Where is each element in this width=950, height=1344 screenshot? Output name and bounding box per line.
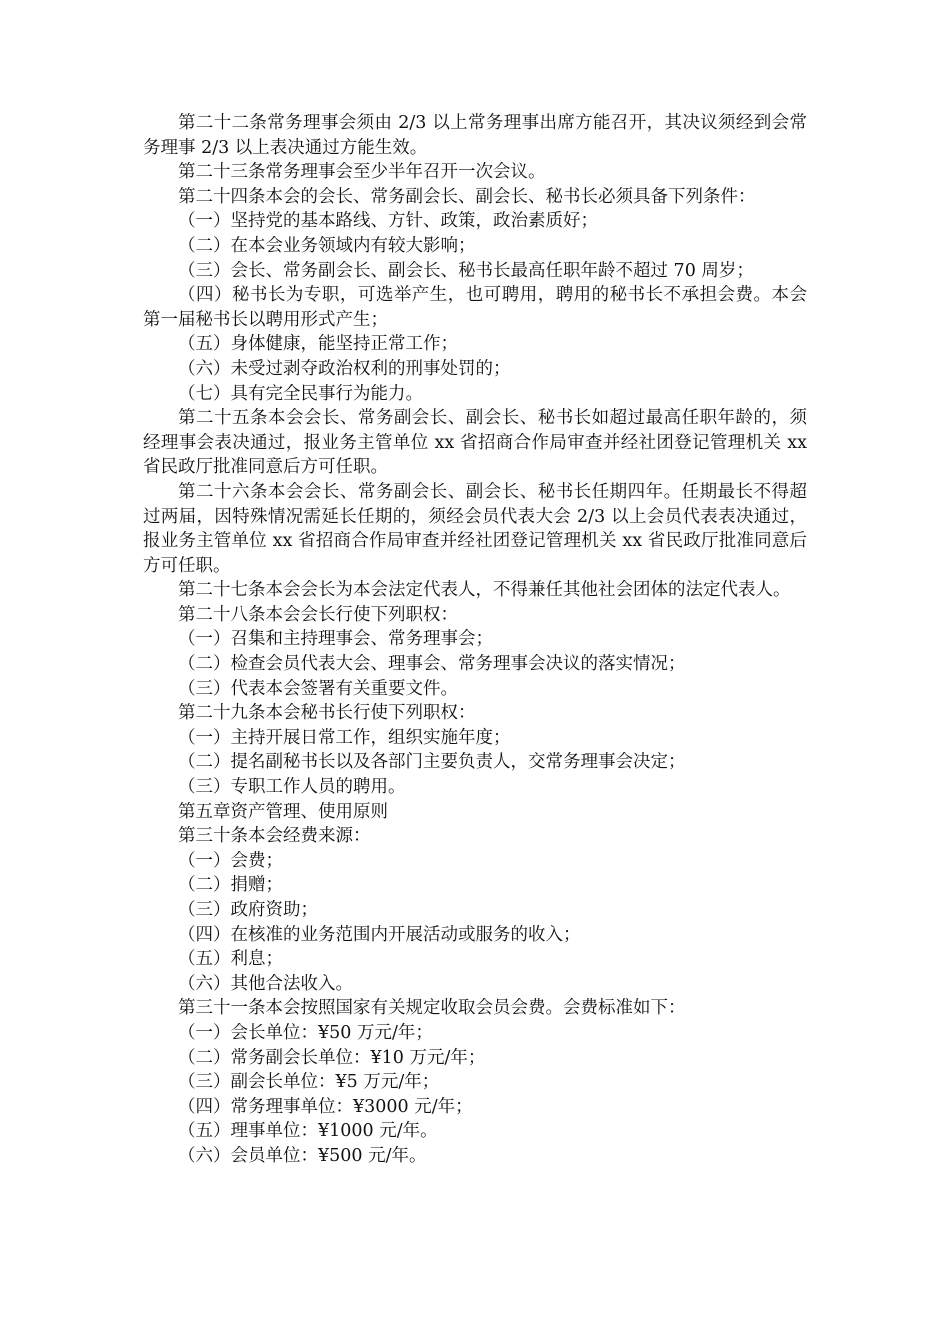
article-29-item-2: （二）提名副秘书长以及各部门主要负责人，交常务理事会决定； xyxy=(178,752,686,773)
article-30-item-3: （三）政府资助； xyxy=(178,900,318,920)
article-28-item-1: （一）召集和主持理事会、常务理事会； xyxy=(178,629,493,650)
article-24-item-1: （一）坚持党的基本路线、方针、政策，政治素质好； xyxy=(178,211,598,232)
article-24-item-6: （六）未受过剥夺政治权利的刑事处罚的； xyxy=(178,358,511,379)
article-30-item-1: （一）会费； xyxy=(178,850,283,871)
article-24-item-4: （四）秘书长为专职，可选举产生，也可聘用，聘用的秘书长不承担会费。本会第一届秘书长以聘用形式产生； xyxy=(143,285,807,330)
chapter-5-heading: 第五章资产管理、使用原则 xyxy=(178,801,388,822)
article-31-paragraph: 第三十一条本会按照国家有关规定收取会员会费。会费标准如下： xyxy=(178,998,686,1019)
article-31-item-6: （六）会员单位：¥500 元/年。 xyxy=(178,1145,427,1166)
article-29-paragraph: 第二十九条本会秘书长行使下列职权： xyxy=(178,703,476,724)
article-27-paragraph: 第二十七条本会会长为本会法定代表人，不得兼任其他社会团体的法定代表人。 xyxy=(178,580,791,601)
article-25-paragraph: 第二十五条本会会长、常务副会长、副会长、秘书长如超过最高任职年龄的，须经理事会表决通过，报业务主管单位 xx 省招商合作局审查并经社团登记管理机关 xx 省民政厅批准同意后方可任职。 xyxy=(143,408,807,478)
article-28-item-2: （二）检查会员代表大会、理事会、常务理事会决议的落实情况； xyxy=(178,654,686,675)
article-29-item-3: （三）专职工作人员的聘用。 xyxy=(178,777,406,798)
article-31-item-1: （一）会长单位：¥50 万元/年； xyxy=(178,1022,433,1043)
article-26-paragraph: 第二十六条本会会长、常务副会长、副会长、秘书长任期四年。任期最长不得超过两届，因特殊情况需延长任期的，须经会员代表大会 2/3 以上会员代表表决通过，报业务主管单位 xx 省招商合作局审查并经社团登记管理机关 xx 省民政厅批准同意后方可任职。 xyxy=(143,481,807,576)
article-24-item-2: （二）在本会业务领域内有较大影响； xyxy=(178,235,476,256)
article-31-item-4: （四）常务理事单位：¥3000 元/年； xyxy=(178,1096,473,1117)
article-28-paragraph: 第二十八条本会会长行使下列职权： xyxy=(178,604,458,625)
article-31-item-3: （三）副会长单位：¥5 万元/年； xyxy=(178,1072,440,1093)
article-24-paragraph: 第二十四条本会的会长、常务副会长、副会长、秘书长必须具备下列条件： xyxy=(178,186,756,207)
article-30-item-4: （四）在核准的业务范围内开展活动或服务的收入； xyxy=(178,924,581,945)
article-29-item-1: （一）主持开展日常工作，组织实施年度； xyxy=(178,727,511,748)
article-30-paragraph: 第三十条本会经费来源： xyxy=(178,826,371,847)
article-31-item-5: （五）理事单位：¥1000 元/年。 xyxy=(178,1121,438,1142)
article-24-item-7: （七）具有完全民事行为能力。 xyxy=(178,383,423,404)
article-31-item-2: （二）常务副会长单位：¥10 万元/年； xyxy=(178,1047,486,1068)
article-30-item-5: （五）利息； xyxy=(178,949,283,970)
article-23-paragraph: 第二十三条常务理事会至少半年召开一次会议。 xyxy=(178,162,546,183)
article-28-item-3: （三）代表本会签署有关重要文件。 xyxy=(178,678,458,699)
article-30-item-6: （六）其他合法收入。 xyxy=(178,973,353,994)
article-24-item-3: （三）会长、常务副会长、副会长、秘书长最高任职年龄不超过 70 周岁； xyxy=(178,260,754,281)
article-30-item-2: （二）捐赠； xyxy=(178,875,283,896)
article-22-paragraph: 第二十二条常务理事会须由 2/3 以上常务理事出席方能召开，其决议须经到会常务理事 2/3 以上表决通过方能生效。 xyxy=(143,113,807,158)
document-body xyxy=(143,111,807,1169)
article-24-item-5: （五）身体健康，能坚持正常工作； xyxy=(178,334,458,355)
